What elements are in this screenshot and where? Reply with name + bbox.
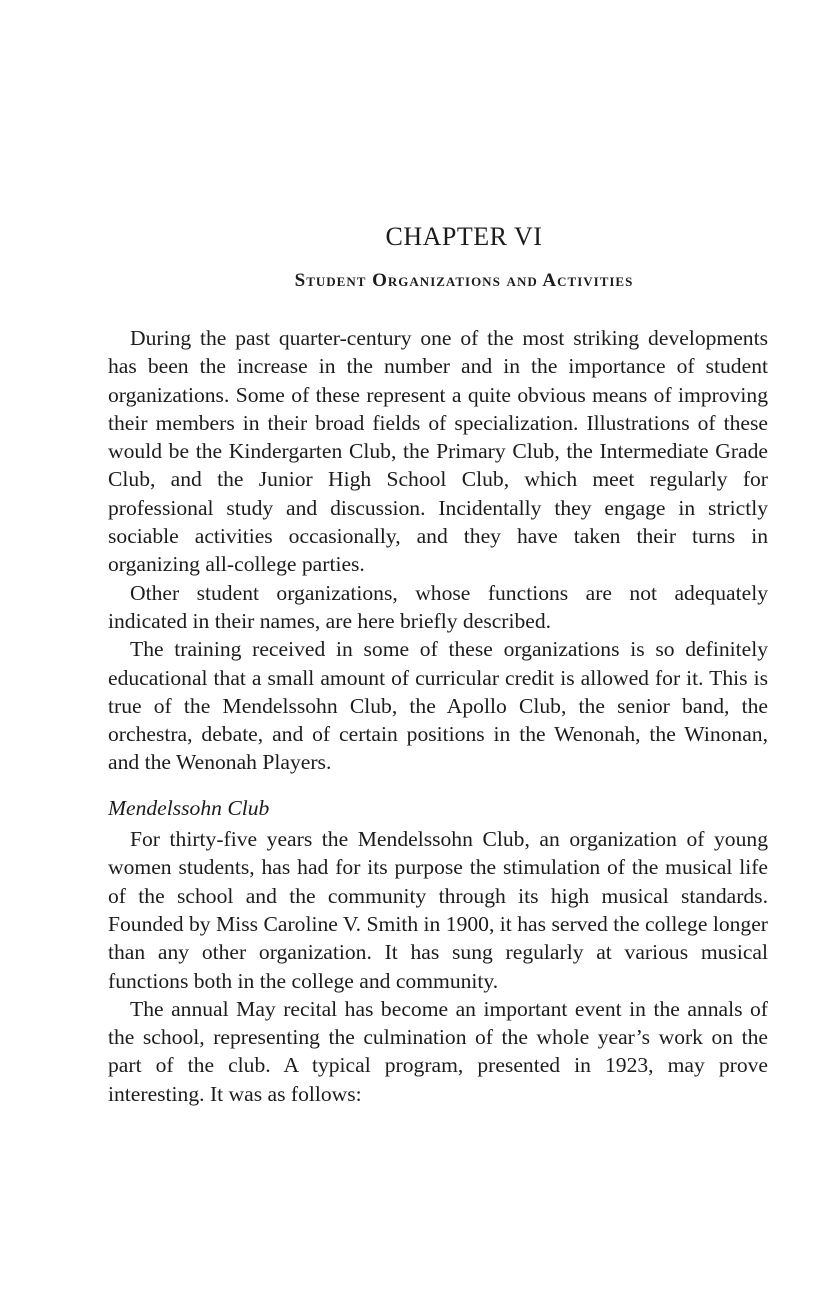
paragraph-intro: During the past quarter-century one of the most striking developments has been the increase in the number and in the importance of student organizations. Some of these represent a quite obvious means of improving their members in their broad fields of specialization. Illustrations of these would be the Kindergarten Club, the Primary Club, the Intermediate Grade Club, and the Junior High School Club, which meet regularly for professional study and discussion. Incidentally they engage in strictly sociable activities occasionally, and they have taken their turns in organizing all-college parties. <box>108 326 768 577</box>
paragraph-may-recital: The annual May recital has become an important event in the annals of the school, representing the culmination of the whole year’s work on the part of the club. A typical program, presented in 1923, may prove interesting. It was as follows: <box>108 996 768 1106</box>
subsection-heading: Mendelssohn Club <box>108 795 270 820</box>
paragraph-other-organizations: Other student organizations, whose functions are not adequately indicated in their names, are here briefly described. <box>108 580 768 633</box>
section-title: Student Organizations and Activities <box>294 270 634 291</box>
paragraph-curricular-credit: The training received in some of these organizations is so definitely educational that a small amount of curricular credit is allowed for it. This is true of the Mendelssohn Club, the Apollo Club, the senior band, the orchestra, debate, and of certain positions in the Wenonah, the Winonan, and the Wenonah Players. <box>108 637 768 775</box>
chapter-title: CHAPTER VI <box>385 222 543 251</box>
paragraph-mendelssohn-history: For thirty-five years the Mendelssohn Club, an organization of young women students, has had for its purpose the stimulation of the musical life of the school and the community through its high musical standards. Founded by Miss Caroline V. Smith in 1900, it has served the college longer than any other organization. It has sung regularly at various musical functions both in the college and community. <box>108 827 768 993</box>
page-text-block <box>108 218 768 1108</box>
